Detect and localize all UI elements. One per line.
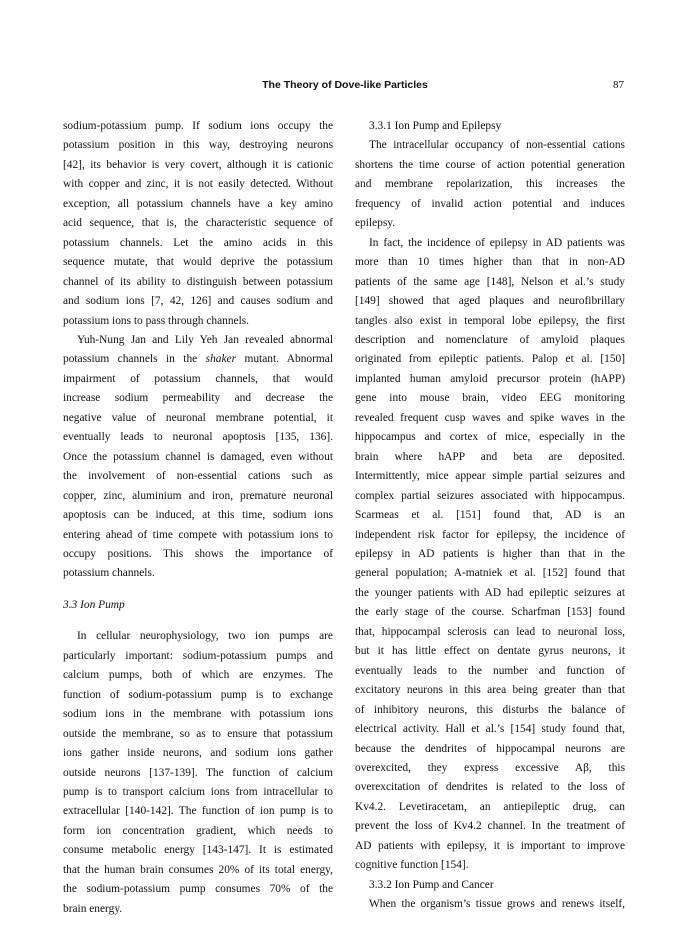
text-line: of inhibitory neurons, this disturbs the balance of: [355, 703, 625, 716]
text-line: potassium channels.: [63, 567, 155, 580]
text-line: excitatory neurons in this area being greater than that: [355, 684, 625, 697]
text-line: originated from epileptic patients. Palop et al. [150]: [355, 353, 625, 366]
text-line: hippocampus and cortex of mice, especially in the: [355, 431, 625, 444]
text-line: ions gather inside neurons, and sodium ions gather: [63, 747, 333, 760]
text-line: The intracellular occupancy of non-essential cations: [369, 139, 625, 152]
text-line: eventually leads to the number and function of: [355, 664, 625, 677]
text-line: Intermittently, mice appear simple partial seizures and: [355, 470, 625, 483]
text-line: and membrane repolarization, this increases the: [355, 178, 625, 191]
text-line: because the dendrites of hippocampal neurons are: [355, 742, 625, 755]
text-line: shortens the time course of action potential generation: [355, 158, 625, 171]
text-line: brain where hAPP and beta are deposited.: [355, 450, 625, 463]
text-line: consume metabolic energy [143-147]. It is estimated: [63, 844, 333, 857]
text-line: exception, all potassium channels have a key amino: [63, 197, 333, 210]
text-line: tangles also exist in temporal lobe epilepsy, the first: [355, 314, 625, 327]
text-line: sodium-potassium pump. If sodium ions occupy the: [63, 120, 333, 132]
text-line: general population; A-matniek et al. [152] found that: [355, 567, 625, 580]
section-heading: 3.3 Ion Pump: [63, 598, 125, 611]
text-line: epilepsy in AD patients is higher than that in the: [355, 547, 625, 560]
text-line: [42], its behavior is very covert, although it is cationic: [63, 158, 333, 171]
italic-term: shaker: [205, 353, 237, 366]
subsection-heading: 3.3.1 Ion Pump and Epilepsy: [369, 120, 502, 132]
text-line: revealed frequent cusp waves and spike waves in the: [355, 411, 625, 424]
text-line: Scarmeas et al. [151] found that, AD is an: [355, 509, 625, 522]
subsection-heading: 3.3.2 Ion Pump and Cancer: [369, 878, 494, 891]
text-line: sodium ions in the membrane with potassium ions: [63, 708, 333, 721]
text-line: [149] showed that aged plaques and neurofibrillary: [355, 295, 625, 308]
text-line: the younger patients with AD had epileptic seizures at: [355, 586, 625, 599]
text-run: mutant. Abnormal: [236, 353, 333, 366]
text-line: the early stage of the course. Scharfman [153] found: [355, 606, 625, 619]
text-line: particularly important: sodium-potassium pumps and: [63, 649, 333, 662]
text-line: frequency of invalid action potential and induces: [355, 197, 625, 210]
text-line: increase sodium permeability and decrease the: [63, 392, 333, 405]
text-line: that, hippocampal sclerosis can lead to neuronal loss,: [355, 625, 625, 638]
paragraph: [355, 895, 625, 914]
text-line: negative value of neuronal membrane potential, it: [63, 411, 333, 424]
text-line: gene into mouse brain, video EEG monitoring: [355, 392, 625, 405]
text-line: potassium channels. Let the amino acids in this: [63, 236, 333, 249]
text-run: potassium channels in the: [63, 353, 206, 366]
text-line: [63, 350, 333, 369]
text-line: with copper and zinc, it is not easily detected. Without: [63, 178, 333, 191]
paragraph: [355, 136, 625, 233]
text-line: outside neurons [137-139]. The function of calcium: [63, 766, 333, 779]
text-line: prevent the loss of Kv4.2 channel. In the treatment of: [355, 820, 625, 833]
text-line: copper, zinc, aluminium and iron, premature neuronal: [63, 489, 333, 502]
spacer: [63, 584, 333, 596]
text-line: potassium position in this way, destroying neurons: [63, 139, 333, 152]
paragraph: [63, 117, 333, 331]
text-line: Kv4.2. Levetiracetam, an antiepileptic drug, can: [355, 800, 625, 813]
text-line: but it has little effect on dentate gyrus neurons, it: [355, 645, 625, 658]
text-line: impairment of potassium channels, that would: [63, 372, 333, 385]
text-line: overexcited, they express excessive Aβ, this: [355, 761, 625, 774]
text-line: epilepsy.: [355, 217, 396, 230]
text-line: acid sequence, that is, the characteristic sequence of: [63, 217, 333, 230]
text-line: potassium ions to pass through channels.: [63, 314, 250, 327]
right-column: [355, 117, 625, 915]
text-line: independent risk factor for epilepsy, the incidence of: [355, 528, 625, 541]
text-line: pump is to transport calcium ions from intracellular to: [63, 785, 333, 798]
text-line: description and nomenclature of amyloid plaques: [355, 333, 625, 346]
text-line: outside the membrane, so as to ensure that potassium: [63, 727, 333, 740]
paragraph: [63, 627, 333, 919]
text-line: the involvement of non-essential cations such as: [63, 470, 333, 483]
text-line: patients of the same age [148], Nelson et al.’s study: [355, 275, 625, 288]
text-line: brain energy.: [63, 902, 123, 915]
text-line: form ion concentration gradient, which needs to: [63, 824, 333, 837]
text-line: In cellular neurophysiology, two ion pumps are: [77, 630, 333, 643]
running-header-title: The Theory of Dove-like Particles: [262, 79, 428, 91]
page-number: 87: [613, 79, 624, 91]
text-line: In fact, the incidence of epilepsy in AD patients was: [369, 236, 625, 249]
text-line: cognitive function [154].: [355, 859, 469, 872]
text-line: more than 10 times higher than that in non-AD: [355, 256, 625, 269]
text-line: calcium pumps, both of which are enzymes. The: [63, 669, 333, 682]
text-line: Once the potassium channel is damaged, even without: [63, 450, 333, 463]
text-line: that the human brain consumes 20% of its total energy,: [63, 863, 333, 876]
text-line: and sodium ions [7, 42, 126] and causes sodium and: [63, 295, 333, 308]
text-line: the sodium-potassium pump consumes 70% of the: [63, 883, 333, 896]
text-line: implanted human amyloid precursor protein (hAPP): [355, 372, 625, 385]
text-line: apoptosis can be induced, at this time, sodium ions: [63, 509, 333, 522]
text-line: sequence mutate, that would deprive the potassium: [63, 256, 333, 269]
text-line: When the organism’s tissue grows and renews itself,: [369, 898, 625, 911]
text-line: AD patients with epilepsy, it is important to improve: [355, 839, 625, 852]
text-line: channel of its ability to distinguish between potassium: [63, 275, 333, 288]
text-line: overexcitation of dendrites is related to the loss of: [355, 781, 625, 794]
text-line: Yuh-Nung Jan and Lily Yeh Jan revealed abnormal: [77, 333, 333, 346]
paragraph: [63, 370, 333, 584]
text-line: complex partial seizures associated with hippocampus.: [355, 489, 625, 502]
text-line: eventually leads to neuronal apoptosis [135, 136].: [63, 431, 333, 444]
spacer: [63, 615, 333, 627]
paragraph: [355, 234, 625, 876]
text-line: function of sodium-potassium pump is to exchange: [63, 688, 333, 701]
left-column: [63, 117, 333, 919]
text-line: occupy positions. This shows the importance of: [63, 547, 333, 560]
text-line: electrical activity. Hall et al.’s [154] study found that,: [355, 723, 625, 736]
text-line: entering ahead of time compete with potassium ions to: [63, 528, 333, 541]
text-line: extracellular [140-142]. The function of ion pump is to: [63, 805, 333, 818]
